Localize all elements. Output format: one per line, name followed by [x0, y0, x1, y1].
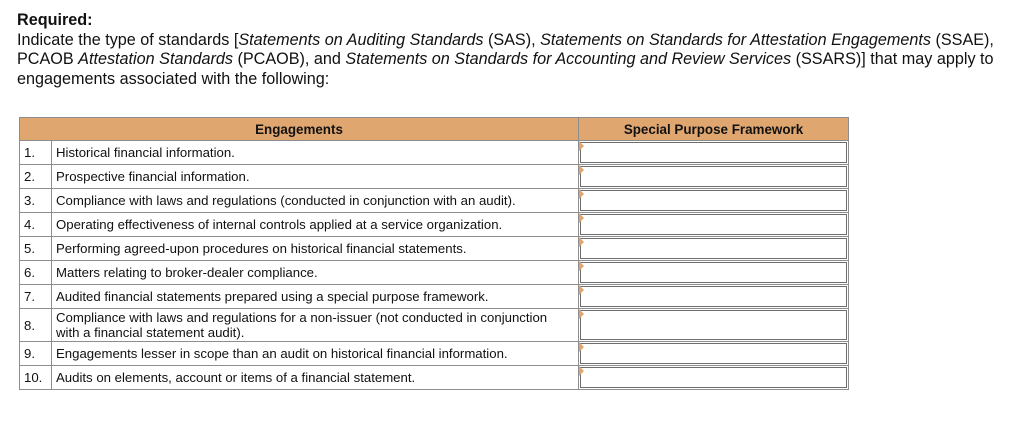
- framework-answer-cell[interactable]: [579, 165, 849, 189]
- framework-answer-dropdown[interactable]: [580, 166, 847, 187]
- pcaob-title: Attestation Standards: [78, 50, 233, 69]
- framework-answer-cell[interactable]: [579, 366, 849, 390]
- table-row: [20, 237, 849, 261]
- pcaob-abbr: (PCAOB), and: [232, 50, 346, 69]
- table-row: [20, 261, 849, 285]
- framework-answer-dropdown[interactable]: [580, 286, 847, 307]
- table-row: [20, 213, 849, 237]
- ssae-title: Statements on Standards for Attestation Engagements: [540, 30, 931, 49]
- framework-answer-cell[interactable]: [579, 213, 849, 237]
- framework-answer-dropdown[interactable]: [580, 343, 847, 364]
- table-row: [20, 366, 849, 390]
- engagement-text: Engagements lesser in scope than an audit on historical financial information.: [52, 342, 579, 366]
- dropdown-arrow-icon: [579, 285, 584, 295]
- dropdown-arrow-icon: [579, 213, 584, 223]
- row-number: 6.: [20, 261, 52, 285]
- table-row: [20, 309, 849, 342]
- required-label: Required:: [17, 11, 93, 29]
- framework-answer-cell[interactable]: [579, 189, 849, 213]
- row-number: 1.: [20, 141, 52, 165]
- framework-answer-dropdown[interactable]: [580, 190, 847, 211]
- dropdown-arrow-icon: [579, 237, 584, 247]
- row-number: 4.: [20, 213, 52, 237]
- row-number: 9.: [20, 342, 52, 366]
- dropdown-arrow-icon: [579, 342, 584, 352]
- instructions-text-start: Indicate the type of standards [: [17, 30, 239, 49]
- table-row: [20, 189, 849, 213]
- dropdown-arrow-icon: [579, 141, 584, 151]
- table-row: [20, 141, 849, 165]
- row-number: 5.: [20, 237, 52, 261]
- framework-answer-cell[interactable]: [579, 237, 849, 261]
- row-number: 3.: [20, 189, 52, 213]
- framework-answer-cell[interactable]: [579, 141, 849, 165]
- row-number: 10.: [20, 366, 52, 390]
- sas-abbr: (SAS),: [483, 30, 541, 49]
- engagement-text: Prospective financial information.: [52, 165, 579, 189]
- ssae-abbr: (SSAE), PCAOB: [17, 30, 994, 69]
- table-header-row: [20, 118, 849, 141]
- dropdown-arrow-icon: [579, 261, 584, 271]
- engagement-text: Matters relating to broker-dealer compliance.: [52, 261, 579, 285]
- engagements-table: [19, 117, 849, 390]
- framework-answer-dropdown[interactable]: [580, 310, 847, 340]
- engagement-text: Performing agreed-upon procedures on historical financial statements.: [52, 237, 579, 261]
- engagement-text: Audited financial statements prepared using a special purpose framework.: [52, 285, 579, 309]
- row-number: 7.: [20, 285, 52, 309]
- table-row: [20, 165, 849, 189]
- dropdown-arrow-icon: [579, 309, 584, 319]
- dropdown-arrow-icon: [579, 189, 584, 199]
- row-number: 8.: [20, 309, 52, 342]
- dropdown-arrow-icon: [579, 165, 584, 175]
- row-number: 2.: [20, 165, 52, 189]
- framework-answer-cell[interactable]: [579, 309, 849, 342]
- framework-answer-dropdown[interactable]: [580, 367, 847, 388]
- dropdown-arrow-icon: [579, 366, 584, 376]
- framework-answer-dropdown[interactable]: [580, 262, 847, 283]
- instructions: [17, 11, 1007, 89]
- framework-answer-dropdown[interactable]: [580, 214, 847, 235]
- engagement-text: Audits on elements, account or items of a financial statement.: [52, 366, 579, 390]
- framework-answer-dropdown[interactable]: [580, 142, 847, 163]
- table-row: [20, 342, 849, 366]
- framework-answer-dropdown[interactable]: [580, 238, 847, 259]
- framework-answer-cell[interactable]: [579, 285, 849, 309]
- table-body: [20, 141, 849, 390]
- engagements-header: Engagements: [20, 118, 579, 141]
- instructions-text-end: (SSARS)] that may apply to engagements associated with the following:: [17, 50, 994, 88]
- framework-answer-cell[interactable]: [579, 261, 849, 285]
- engagement-text: Historical financial information.: [52, 141, 579, 165]
- table-row: [20, 285, 849, 309]
- framework-answer-cell[interactable]: [579, 342, 849, 366]
- framework-header: Special Purpose Framework: [579, 118, 849, 141]
- engagement-text: Operating effectiveness of internal controls applied at a service organization.: [52, 213, 579, 237]
- engagement-text: Compliance with laws and regulations for a non-issuer (not conducted in conjunction with a financial statement audit).: [52, 309, 579, 342]
- sas-title: Statements on Auditing Standards: [238, 30, 484, 49]
- ssars-title: Statements on Standards for Accounting and Review Services: [345, 50, 792, 69]
- engagement-text: Compliance with laws and regulations (conducted in conjunction with an audit).: [52, 189, 579, 213]
